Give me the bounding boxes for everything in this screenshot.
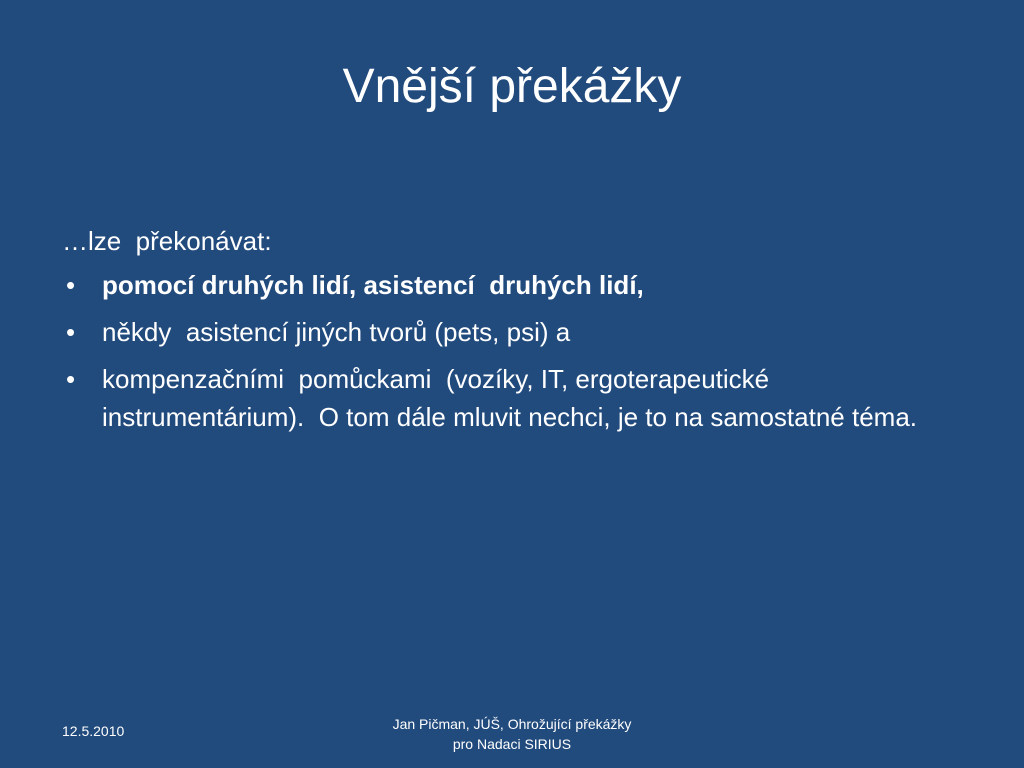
footer-date: 12.5.2010 (62, 723, 125, 739)
bullet-item (62, 266, 962, 304)
slide-title: Vnější překážky (342, 60, 682, 113)
bullet-text: někdy asistencí jiných tvorů (pets, psi) a (102, 317, 571, 347)
bullet-item (62, 313, 962, 351)
footer-caption-line2: pro Nadaci SIRIUS (452, 736, 572, 752)
intro-text: …lze překonávat: (62, 226, 272, 256)
bullet-text: kompenzačními pomůckami (vozíky, IT, ergoterapeutické instrumentárium). O tom dále mluvit nechci, je to na samostatné téma. (102, 364, 918, 432)
bullet-icon: • (66, 364, 76, 394)
footer-caption-line1: Jan Pičman, JÚŠ, Ohrožující překážky (392, 716, 632, 732)
bullet-list (62, 266, 962, 436)
bullet-icon: • (66, 317, 76, 347)
bullet-icon: • (66, 270, 76, 300)
bullet-text: pomocí druhých lidí, asistencí druhých lidí, (102, 270, 644, 300)
footer-caption (312, 714, 712, 754)
slide-body (62, 222, 962, 445)
bullet-item (62, 360, 962, 436)
